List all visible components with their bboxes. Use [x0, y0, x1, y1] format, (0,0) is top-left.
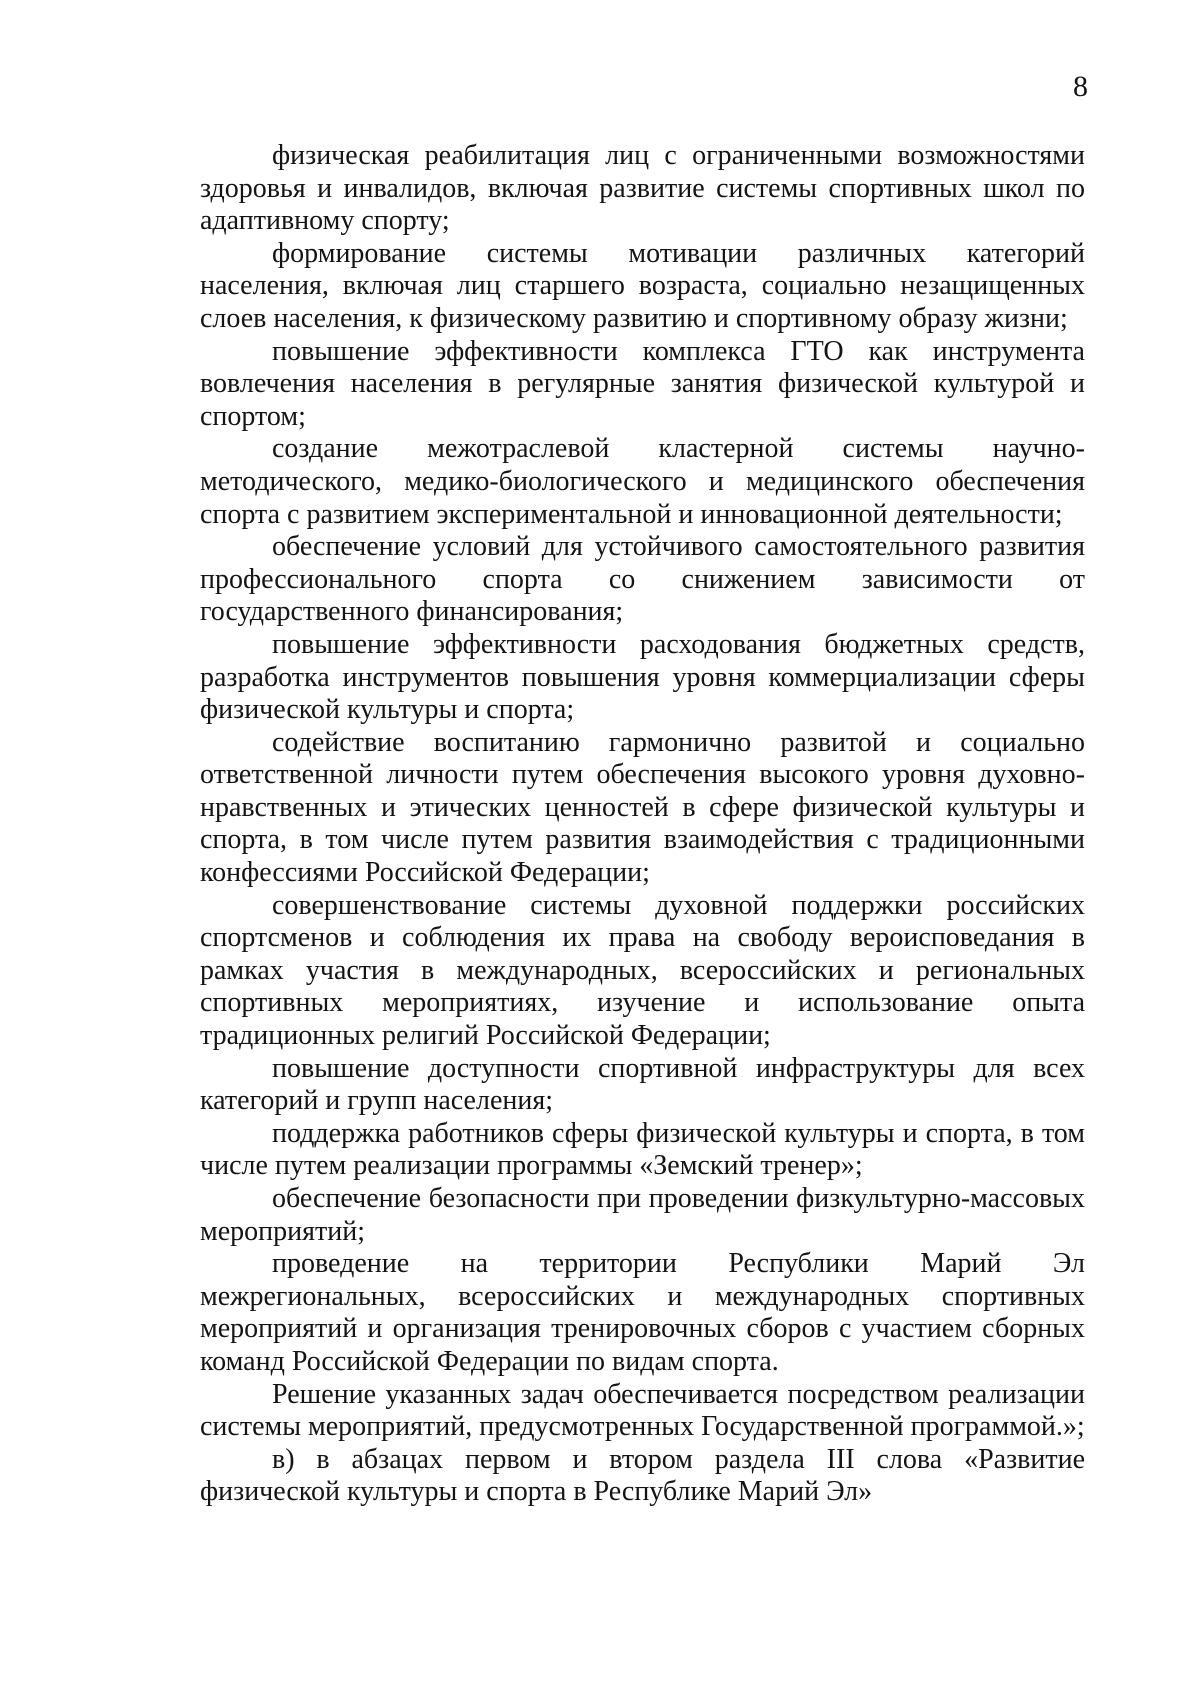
paragraph: формирование системы мотивации различных категорий населения, включая лиц старшего возраста, социально незащищенных слоев населения, к физическому развитию и спортивному образу жизни;	[200, 237, 1085, 334]
paragraph: в) в абзацах первом и втором раздела III слова «Развитие физической культуры и спорта в Республике Марий Эл»	[200, 1443, 1085, 1508]
paragraph: повышение доступности спортивной инфраструктуры для всех категорий и групп населения;	[200, 1052, 1085, 1117]
page-number: 8	[1073, 70, 1088, 103]
paragraph: поддержка работников сферы физической культуры и спорта, в том числе путем реализации программы «Земский тренер»;	[200, 1117, 1085, 1182]
paragraph: проведение на территории Республики Марий Эл межрегиональных, всероссийских и международных спортивных мероприятий и организация тренировочных сборов с участием сборных команд Российской Федерации по видам спорта.	[200, 1248, 1085, 1377]
paragraph: повышение эффективности комплекса ГТО как инструмента вовлечения населения в регулярные занятия физической культурой и спортом;	[200, 335, 1085, 432]
paragraph: совершенствование системы духовной поддержки российских спортсменов и соблюдения их права на свободу вероисповедания в рамках участия в международных, всероссийских и региональных спортивных мероприятиях, изучение и использование опыта традиционных религий Российской Федерации;	[200, 889, 1085, 1052]
paragraph: обеспечение безопасности при проведении физкультурно-массовых мероприятий;	[200, 1183, 1085, 1247]
paragraph: обеспечение условий для устойчивого самостоятельного развития профессионального спорта со снижением зависимости от государственного финансирования;	[200, 531, 1085, 628]
document-body	[200, 140, 1085, 1509]
paragraph: физическая реабилитация лиц с ограниченными возможностями здоровья и инвалидов, включая развитие системы спортивных школ по адаптивному спорту;	[200, 140, 1085, 237]
paragraph: содействие воспитанию гармонично развитой и социально ответственной личности путем обеспечения высокого уровня духовно-нравственных и этических ценностей в сфере физической культуры и спорта, в том числе путем развития взаимодействия с традиционными конфессиями Российской Федерации;	[200, 726, 1085, 889]
paragraph: Решение указанных задач обеспечивается посредством реализации системы мероприятий, предусмотренных Государственной программой.»;	[200, 1378, 1085, 1443]
paragraph: создание межотраслевой кластерной системы научно-методического, медико-биологического и медицинского обеспечения спорта с развитием экспериментальной и инновационной деятельности;	[200, 433, 1085, 530]
paragraph: повышение эффективности расходования бюджетных средств, разработка инструментов повышения уровня коммерциализации сферы физической культуры и спорта;	[200, 628, 1085, 726]
